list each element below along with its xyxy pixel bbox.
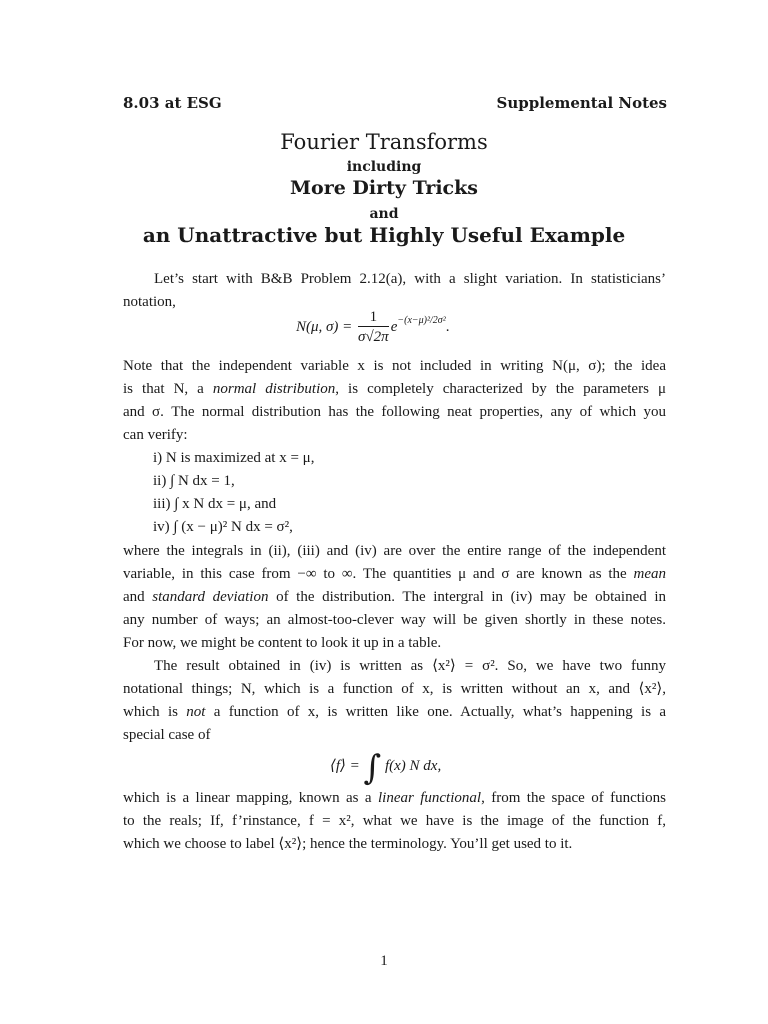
equation-normal-distribution <box>296 308 449 347</box>
text-line <box>123 787 666 810</box>
text-line: special case of <box>123 727 211 743</box>
header-notes: Supplemental Notes <box>496 94 667 112</box>
text-line: where the integrals in (ii), (iii) and (iv) are over the entire range of the independent <box>123 543 666 559</box>
text-run: , from the space of functions <box>481 790 666 806</box>
equation-lhs: ⟨f⟩ = <box>330 758 360 774</box>
text-line: notation, <box>123 294 176 310</box>
fraction-denominator: σ√2π <box>358 329 389 345</box>
text-run: and <box>123 589 153 605</box>
title-main: Fourier Transforms <box>280 130 488 154</box>
text-line: Note that the independent variable x is not included in writing N(μ, σ); the idea <box>123 358 666 374</box>
list-item: ii) ∫ N dx = 1, <box>153 473 235 489</box>
paragraph-linear-functional <box>123 787 666 856</box>
text-run: of the distribution. The intergral in (iv) may be obtained in <box>268 589 666 605</box>
text-run: variable, in this case from −∞ to ∞. The quantities μ and σ are known as the <box>123 566 634 582</box>
equation-expectation <box>330 748 441 788</box>
equation-period: . <box>445 318 450 335</box>
text-run: , is completely characterized by the parameters μ <box>335 381 666 397</box>
equation-fraction <box>358 308 389 347</box>
page-number: 1 <box>380 953 388 969</box>
text-run: which is a linear mapping, known as a <box>123 790 378 806</box>
integral-sign: ∫ <box>363 748 382 788</box>
equation-rhs: f(x) N dx, <box>384 758 442 774</box>
paragraph-integrals <box>123 540 666 655</box>
text-line: and σ. The normal distribution has the following neat properties, any of which you <box>123 404 666 420</box>
list-item: iv) ∫ (x − μ)² N dx = σ², <box>153 519 293 535</box>
text-run: a function of x, is written like one. Actually, what’s happening is a <box>205 704 666 720</box>
paragraph-normal-distribution <box>123 355 666 447</box>
equation-lhs: N(μ, σ) = <box>296 318 353 335</box>
text-line: For now, we might be content to look it up in a table. <box>123 635 442 651</box>
text-line: The result obtained in (iv) is written as ⟨x²⟩ = σ². So, we have two funny <box>154 658 666 674</box>
text-line <box>123 563 666 586</box>
text-line: which we choose to label ⟨x²⟩; hence the terminology. You’ll get used to it. <box>123 836 573 852</box>
term-standard-deviation: standard deviation <box>152 589 269 605</box>
title-example: an Unattractive but Highly Useful Example <box>142 223 626 247</box>
text-line: Let’s start with B&B Problem 2.12(a), with a slight variation. In statisticians’ <box>154 271 666 287</box>
equation-exp-base: e <box>390 318 398 335</box>
text-line <box>123 378 666 401</box>
term-normal-distribution: normal distribution <box>212 381 336 397</box>
text-line: notational things; N, which is a function of x, is written without an x, and ⟨x²⟩, <box>123 681 666 697</box>
term-mean: mean <box>633 566 666 582</box>
term-linear-functional: linear functional <box>377 790 482 806</box>
paragraph-notation <box>123 655 666 747</box>
fraction-numerator: 1 <box>358 308 389 327</box>
term-not: not <box>186 704 206 720</box>
text-run: which is <box>123 704 187 720</box>
properties-list <box>153 447 553 539</box>
list-item: i) N is maximized at x = μ, <box>153 450 315 466</box>
text-line <box>123 701 666 724</box>
text-line: to the reals; If, f’rinstance, f = x², what we have is the image of the function f, <box>123 813 666 829</box>
text-run: is that N, a <box>123 381 213 397</box>
equation-exponent: −(x−μ)²/2σ² <box>397 314 446 326</box>
text-line: can verify: <box>123 427 188 443</box>
title-including: including <box>346 159 422 175</box>
title-and: and <box>369 206 399 222</box>
list-item: iii) ∫ x N dx = μ, and <box>153 496 277 512</box>
text-line <box>123 586 666 609</box>
text-line: any number of ways; an almost-too-clever way will be given shortly in these notes. <box>123 612 666 628</box>
title-subtitle: More Dirty Tricks <box>290 177 478 199</box>
header-course: 8.03 at ESG <box>123 94 222 112</box>
